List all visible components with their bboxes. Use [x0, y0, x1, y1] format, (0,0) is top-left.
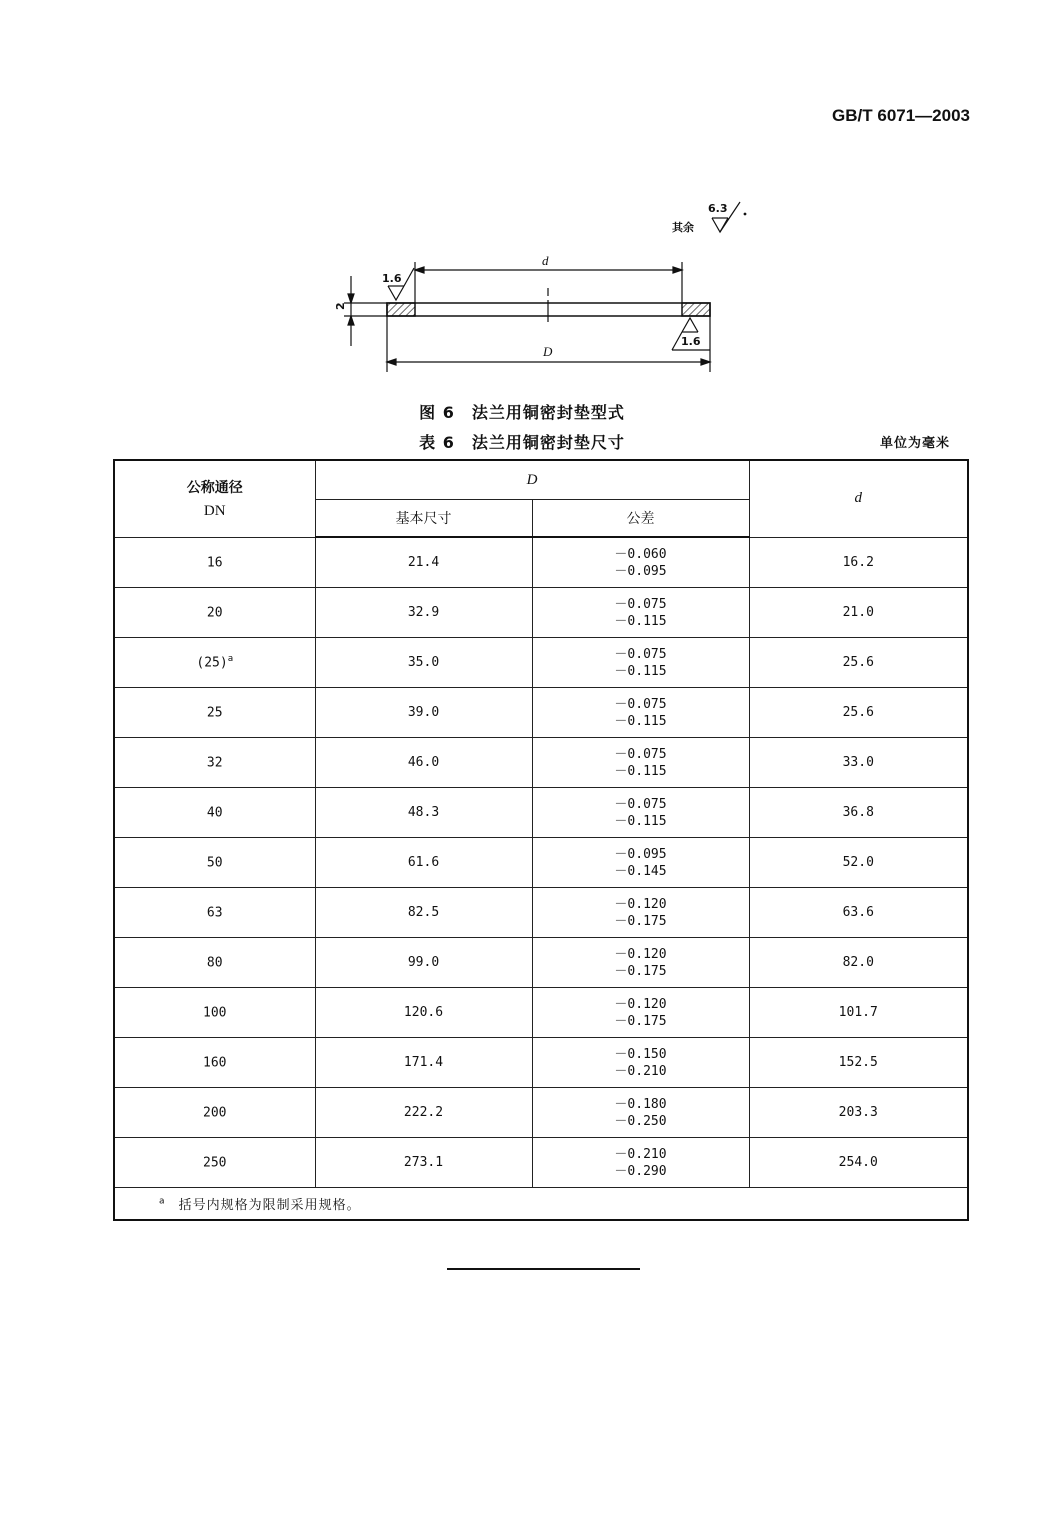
footnote-text: 括号内规格为限制采用规格。 [178, 1198, 361, 1213]
tolerance-lower: －0.175 [614, 1013, 667, 1029]
inner-dia-cell: 82.0 [749, 938, 968, 988]
dn-cell: 50 [114, 838, 315, 888]
basic-size-cell: 120.6 [315, 988, 532, 1038]
inner-dia-cell: 25.6 [749, 638, 968, 688]
footnote-row [114, 1188, 968, 1221]
tolerance-cell [532, 888, 749, 938]
inner-dia-cell: 36.8 [749, 788, 968, 838]
table-row [114, 888, 968, 938]
unit-note: 单位为毫米 [879, 436, 950, 451]
tolerance-lower: －0.210 [614, 1063, 667, 1079]
right-roughness-symbol [682, 318, 698, 332]
tolerance-lower: －0.095 [614, 563, 667, 579]
header-row [114, 460, 968, 500]
gasket-drawing [0, 0, 1044, 400]
tolerance-upper: －0.075 [614, 696, 667, 712]
dn-cell: 160 [114, 1038, 315, 1088]
tolerance-upper: －0.120 [614, 896, 667, 912]
dn-cell: $(25)^a$ [114, 638, 315, 688]
dn-cell: 63 [114, 888, 315, 938]
gasket-figure [0, 0, 1044, 400]
dn-cell: 100 [114, 988, 315, 1038]
inner-dia-cell: 25.6 [749, 688, 968, 738]
tolerance-cell [532, 1038, 749, 1088]
inner-dia-cell: 152.5 [749, 1038, 968, 1088]
tolerance-upper: －0.095 [614, 846, 667, 862]
gasket-dimension-table [113, 459, 969, 1221]
left-roughness-value: 1.6 [382, 272, 402, 285]
tolerance-header: 公差 [532, 500, 749, 538]
table-row [114, 938, 968, 988]
table-row [114, 588, 968, 638]
table-caption: 表 6 法兰用铜密封垫尺寸 [419, 433, 625, 452]
basic-size-cell: 35.0 [315, 638, 532, 688]
tolerance-upper: －0.075 [614, 596, 667, 612]
tolerance-lower: －0.115 [614, 763, 667, 779]
footnote [114, 1188, 968, 1221]
inner-dia-cell: 16.2 [749, 537, 968, 588]
thickness-label: 2 [334, 302, 347, 310]
nominal-header-line2: DN [203, 503, 226, 520]
end-rule [447, 1268, 640, 1270]
rest-roughness-prefix: 其余 [672, 221, 694, 234]
tolerance-cell [532, 938, 749, 988]
nominal-diameter-header [114, 460, 315, 537]
tolerance-upper: －0.150 [614, 1046, 667, 1062]
footnote-mark: a [159, 1196, 166, 1207]
table-row [114, 838, 968, 888]
table-row [114, 638, 968, 688]
basic-size-cell: 171.4 [315, 1038, 532, 1088]
basic-size-cell: 32.9 [315, 588, 532, 638]
dn-cell: 16 [114, 537, 315, 588]
tolerance-lower: －0.115 [614, 663, 667, 679]
tolerance-cell [532, 788, 749, 838]
tolerance-upper: －0.120 [614, 996, 667, 1012]
basic-size-cell: 21.4 [315, 537, 532, 588]
tolerance-upper: －0.210 [614, 1146, 667, 1162]
inner-dia-cell: 52.0 [749, 838, 968, 888]
basic-size-header: 基本尺寸 [315, 500, 532, 538]
nominal-header-line1: 公称通径 [186, 480, 243, 497]
tolerance-lower: －0.115 [614, 813, 667, 829]
tolerance-cell [532, 688, 749, 738]
tolerance-lower: －0.175 [614, 913, 667, 929]
tolerance-cell [532, 988, 749, 1038]
tolerance-lower: －0.115 [614, 713, 667, 729]
basic-size-cell: 61.6 [315, 838, 532, 888]
inner-dia-cell: 33.0 [749, 738, 968, 788]
basic-size-cell: 46.0 [315, 738, 532, 788]
rest-roughness-symbol [712, 218, 728, 232]
left-hatch [387, 303, 415, 316]
basic-size-cell: 48.3 [315, 788, 532, 838]
tolerance-upper: －0.075 [614, 646, 667, 662]
tolerance-upper: －0.180 [614, 1096, 667, 1112]
left-roughness-symbol [388, 286, 404, 300]
inner-dia-cell: 101.7 [749, 988, 968, 1038]
tolerance-upper: －0.075 [614, 796, 667, 812]
inner-dia-cell: 203.3 [749, 1088, 968, 1138]
tolerance-lower: －0.115 [614, 613, 667, 629]
right-roughness-value: 1.6 [681, 335, 701, 348]
figure-caption: 图 6 法兰用铜密封垫型式 [419, 403, 625, 422]
table-row [114, 1088, 968, 1138]
basic-size-cell: 222.2 [315, 1088, 532, 1138]
outer-diameter-header: D [315, 460, 749, 500]
table-row [114, 1138, 968, 1188]
inner-dia-cell: 254.0 [749, 1138, 968, 1188]
outer-diameter-label: D [543, 344, 553, 359]
dn-cell: 80 [114, 938, 315, 988]
tolerance-cell [532, 588, 749, 638]
table-row [114, 988, 968, 1038]
table-row [114, 688, 968, 738]
right-hatch [682, 303, 710, 316]
tolerance-lower: －0.290 [614, 1163, 667, 1179]
rest-roughness-value: 6.3 [708, 202, 728, 215]
basic-size-cell: 39.0 [315, 688, 532, 738]
dn-cell: 200 [114, 1088, 315, 1138]
inner-diameter-label: d [542, 253, 549, 268]
table-row [114, 738, 968, 788]
tolerance-lower: －0.175 [614, 963, 667, 979]
tolerance-cell [532, 1138, 749, 1188]
table-row [114, 1038, 968, 1088]
tolerance-lower: －0.145 [614, 863, 667, 879]
tolerance-cell [532, 537, 749, 588]
dn-cell: 25 [114, 688, 315, 738]
tolerance-upper: －0.075 [614, 746, 667, 762]
basic-size-cell: 99.0 [315, 938, 532, 988]
tolerance-cell [532, 738, 749, 788]
dn-cell: 32 [114, 738, 315, 788]
tolerance-upper: －0.060 [614, 546, 667, 562]
tolerance-cell [532, 838, 749, 888]
dn-cell: 40 [114, 788, 315, 838]
tolerance-cell [532, 1088, 749, 1138]
tolerance-upper: －0.120 [614, 946, 667, 962]
dn-cell: 20 [114, 588, 315, 638]
tolerance-cell [532, 638, 749, 688]
inner-dia-cell: 21.0 [749, 588, 968, 638]
basic-size-cell: 273.1 [315, 1138, 532, 1188]
tolerance-lower: －0.250 [614, 1113, 667, 1129]
basic-size-cell: 82.5 [315, 888, 532, 938]
standard-code: GB/T 6071—2003 [832, 106, 970, 125]
inner-dia-cell: 63.6 [749, 888, 968, 938]
table-row [114, 537, 968, 588]
table-row [114, 788, 968, 838]
inner-diameter-header: d [749, 460, 968, 537]
dn-cell: 250 [114, 1138, 315, 1188]
